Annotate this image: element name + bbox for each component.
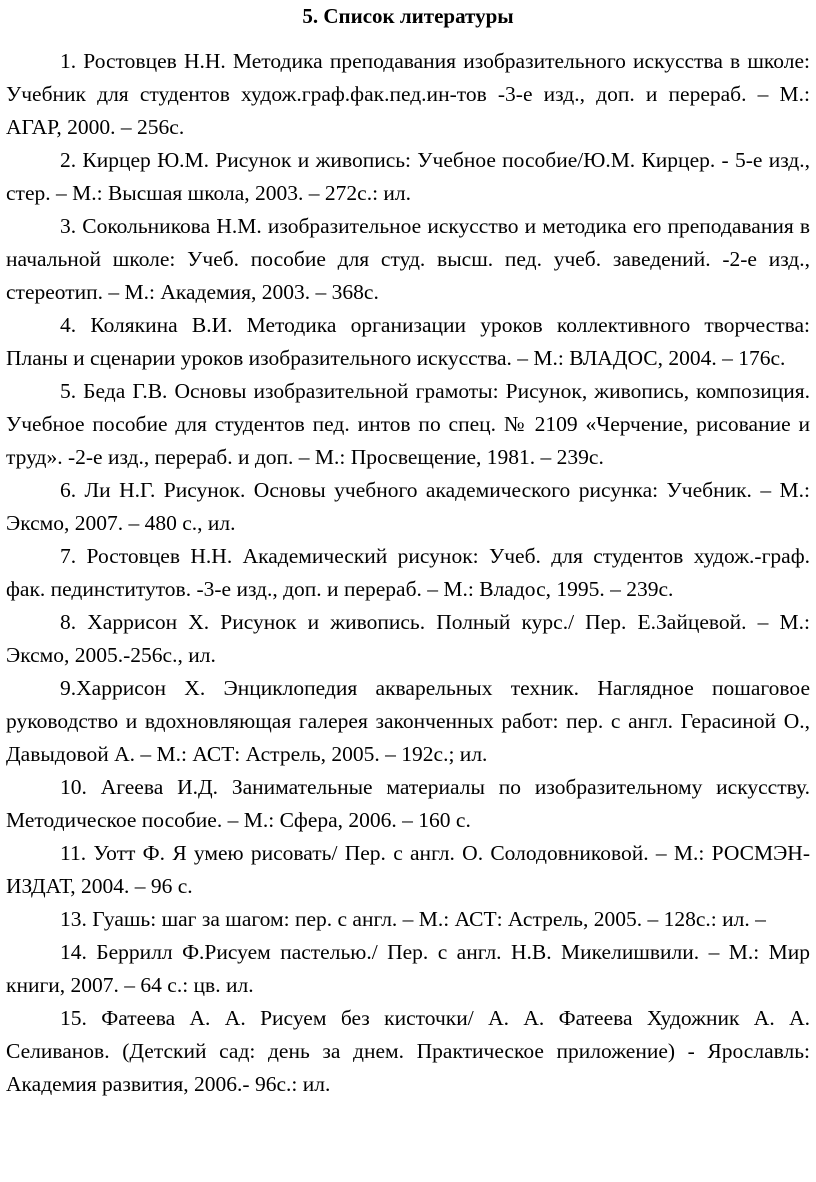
reference-item: 10. Агеева И.Д. Занимательные материалы по изобразительному искусству. Методическое пособие. – М.: Сфера, 2006. – 160 с. [6,775,810,832]
reference-item: 6. Ли Н.Г. Рисунок. Основы учебного академического рисунка: Учебник. – М.: Эксмо, 2007. – 480 с., ил. [6,478,810,535]
reference-item: 13. Гуашь: шаг за шагом: пер. с англ. – М.: АСТ: Астрель, 2005. – 128с.: ил. – [60,907,766,931]
reference-item: 2. Кирцер Ю.М. Рисунок и живопись: Учебное пособие/Ю.М. Кирцер. - 5-е изд., стер. – М.: Высшая школа, 2003. – 272с.: ил. [6,148,810,205]
reference-item: 3. Сокольникова Н.М. изобразительное искусство и методика его преподавания в начальной школе: Учеб. пособие для студ. высш. пед. учеб. заведений. -2-е изд., стереотип. – М.: Академия, 2003. – 368с. [6,214,810,304]
reference-item: 11. Уотт Ф. Я умею рисовать/ Пер. с англ. О. Солодовниковой. – М.: РОСМЭН-ИЗДАТ, 2004. – 96 с. [6,841,810,898]
reference-item: 8. Харрисон Х. Рисунок и живопись. Полный курс./ Пер. Е.Зайцевой. – М.: Эксмо, 2005.-256с., ил. [6,610,810,667]
reference-item: 15. Фатеева А. А. Рисуем без кисточки/ А. А. Фатеева Художник А. А. Селиванов. (Детский сад: день за днем. Практическое приложение) - Ярославль: Академия развития, 2006.- 96с.: ил. [6,1006,810,1096]
reference-item: 9.Харрисон Х. Энциклопедия акварельных техник. Наглядное пошаговое руководство и вдохновляющая галерея законченных работ: пер. с англ. Герасиной О., Давыдовой А. – М.: АСТ: Астрель, 2005. – 192с.; ил. [6,676,810,766]
reference-item: 1. Ростовцев Н.Н. Методика преподавания изобразительного искусства в школе: Учебник для студентов худож.граф.фак.пед.ин-тов -3-е изд., доп. и перераб. – М.: АГАР, 2000. – 256с. [6,49,810,139]
reference-item: 14. Беррилл Ф.Рисуем пастелью./ Пер. с англ. Н.В. Микелишвили. – М.: Мир книги, 2007. – 64 с.: цв. ил. [6,940,810,997]
reference-item: 7. Ростовцев Н.Н. Академический рисунок: Учеб. для студентов худож.-граф. фак. пединститутов. -3-е изд., доп. и перераб. – М.: Владос, 1995. – 239с. [6,544,810,601]
reference-item: 4. Колякина В.И. Методика организации уроков коллективного творчества: Планы и сценарии уроков изобразительного искусства. – М.: ВЛАДОС, 2004. – 176с. [6,313,810,370]
reference-item: 5. Беда Г.В. Основы изобразительной грамоты: Рисунок, живопись, композиция. Учебное пособие для студентов пед. интов по спец. № 2109 «Черчение, рисование и труд». -2-е изд., перераб. и доп. – М.: Просвещение, 1981. – 239с. [6,379,810,469]
page-title: 5. Список литературы [302,4,514,28]
reference-list [6,45,810,1101]
